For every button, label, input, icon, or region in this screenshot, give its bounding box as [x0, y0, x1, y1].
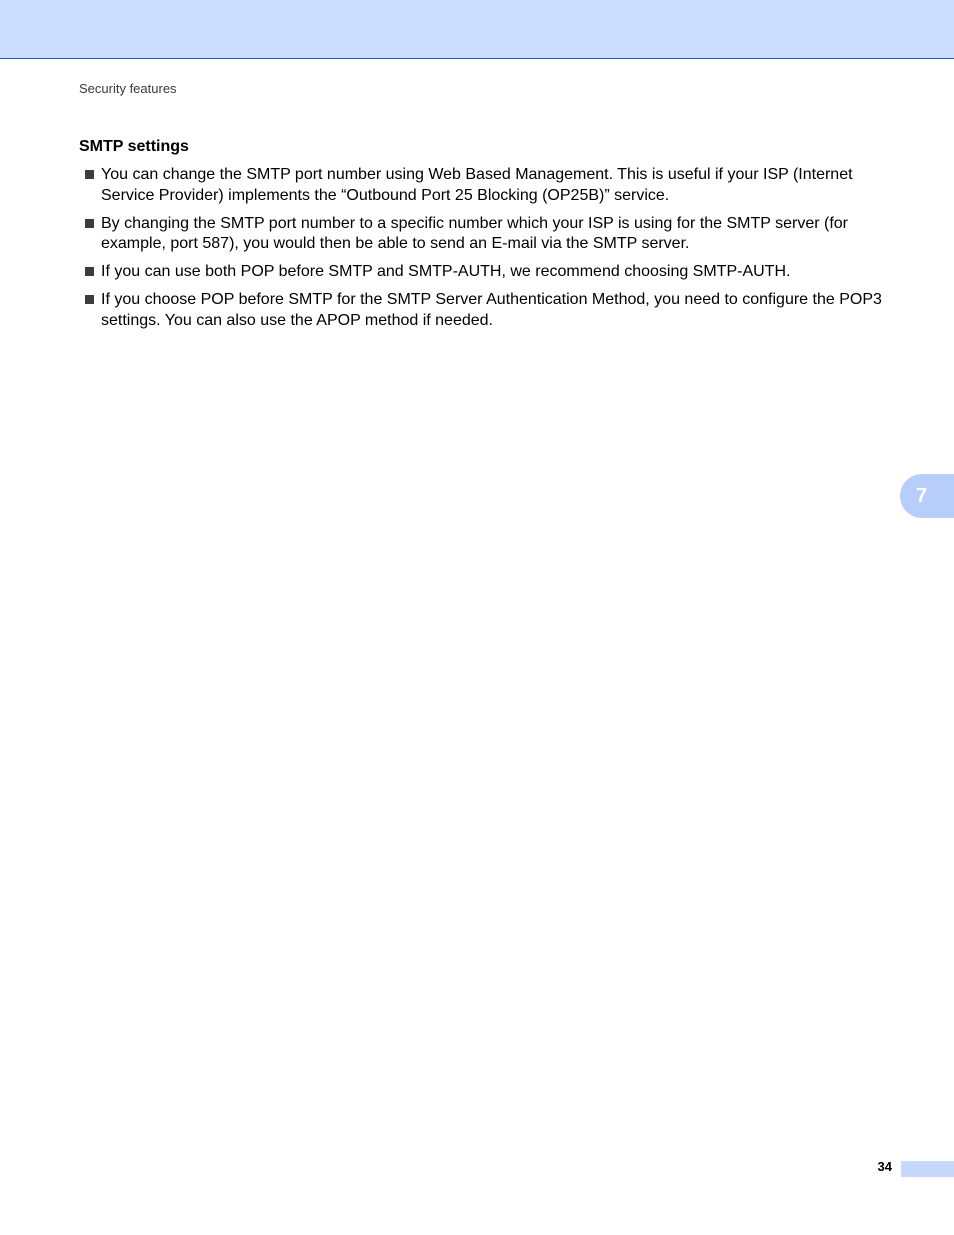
running-header: Security features	[79, 81, 177, 96]
page-number-bar	[901, 1161, 954, 1177]
list-item-text: You can change the SMTP port number using Web Based Management. This is useful if your ISP (Internet Service Provider) implements the “Outbound Port 25 Blocking (OP25B)” service.	[101, 166, 853, 204]
chapter-number: 7	[916, 485, 928, 507]
list-item	[79, 214, 894, 255]
chapter-tab	[900, 474, 954, 518]
square-bullet-icon	[85, 219, 94, 228]
list-item	[79, 165, 894, 206]
list-item-text: By changing the SMTP port number to a specific number which your ISP is using for the SMTP server (for example, port 587), you would then be able to send an E-mail via the SMTP server.	[101, 214, 848, 252]
page-number: 34	[877, 1159, 892, 1174]
list-item-text: If you can use both POP before SMTP and SMTP-AUTH, we recommend choosing SMTP-AUTH.	[101, 263, 791, 280]
square-bullet-icon	[85, 170, 94, 179]
square-bullet-icon	[85, 295, 94, 304]
square-bullet-icon	[85, 267, 94, 276]
bullet-list	[79, 165, 894, 339]
list-item	[79, 262, 894, 283]
section-heading: SMTP settings	[79, 138, 189, 155]
list-item	[79, 290, 894, 331]
header-band	[0, 0, 954, 59]
list-item-text: If you choose POP before SMTP for the SMTP Server Authentication Method, you need to configure the POP3 settings. You can also use the APOP method if needed.	[101, 291, 882, 329]
